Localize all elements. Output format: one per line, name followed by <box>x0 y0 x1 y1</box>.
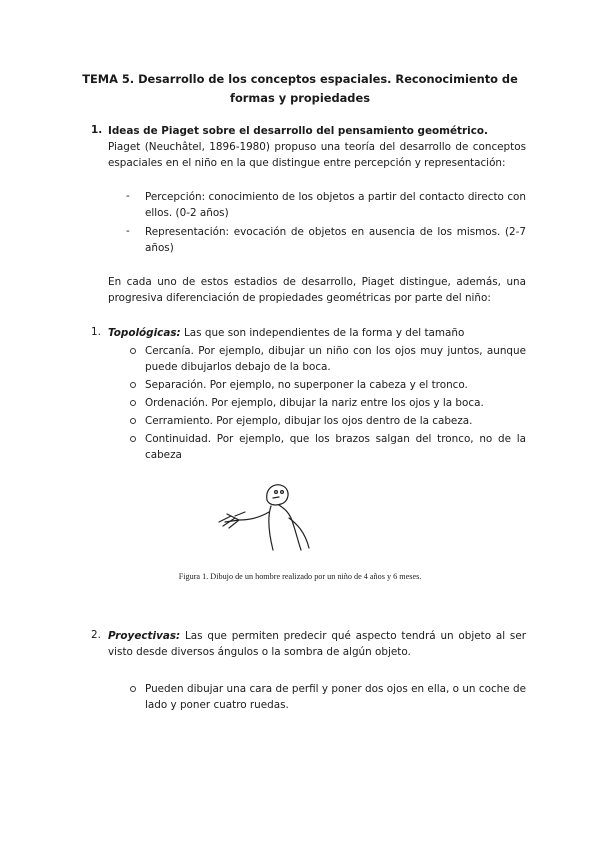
section-number: 1. <box>91 124 103 136</box>
bullet-dash: - <box>126 225 130 237</box>
left-eye <box>275 491 278 494</box>
list-item: Cerramiento. Por ejemplo, dibujar los ojos dentro de la cabeza. <box>145 415 473 427</box>
proyectivas-text: Las que permiten predecir qué aspecto tendrá un objeto al ser visto desde diversos ángulos o la sombra de algún objeto. <box>108 630 526 658</box>
bullet-dash: - <box>126 190 130 202</box>
list-item: Ordenación. Por ejemplo, dibujar la nariz entre los ojos y la boca. <box>145 397 484 409</box>
proyectivas-term: Proyectivas: <box>108 630 181 642</box>
list-number: 2. <box>91 629 101 641</box>
section-heading: Ideas de Piaget sobre el desarrollo del pensamiento geométrico. <box>108 125 488 137</box>
bullet-circle <box>130 686 136 692</box>
bullet-circle <box>130 400 136 406</box>
intro-paragraph: Piaget (Neuchâtel, 1896-1980) propuso una teoría del desarrollo de conceptos espaciales en el niño en la que distingue entre percepción y representación: <box>108 141 526 169</box>
bullet-percepcion: Percepción: conocimiento de los objetos a partir del contacto directo con ellos. (0-2 años) <box>145 191 526 219</box>
list-number: 1. <box>91 326 101 338</box>
bullet-representacion: Representación: evocación de objetos en ausencia de los mismos. (2-7 años) <box>145 226 526 254</box>
stages-paragraph: En cada uno de estos estadios de desarrollo, Piaget distingue, además, una progresiva diferenciación de propiedades geométricas por parte del niño: <box>108 276 526 304</box>
topologicas-term: Topológicas: <box>108 327 181 339</box>
list-item: Cercanía. Por ejemplo, dibujar un niño con los ojos muy juntos, aunque puede dibujarlos debajo de la boca. <box>145 345 526 373</box>
bullet-circle <box>130 382 136 388</box>
child-drawing-figure <box>205 478 385 568</box>
body-left-side <box>269 506 273 550</box>
list-item: Separación. Por ejemplo, no superponer la cabeza y el tronco. <box>145 379 468 391</box>
head-shape <box>267 485 288 505</box>
list-item: Pueden dibujar una cara de perfil y poner dos ojos en ella, o un coche de lado y poner cuatro ruedas. <box>145 683 526 711</box>
right-eye <box>281 491 284 494</box>
proyectivas-paragraph <box>108 628 526 660</box>
mouth <box>273 497 279 498</box>
figure-caption: Figura 1. Dibujo de un hombre realizado por un niño de 4 años y 6 meses. <box>178 572 422 581</box>
topologicas-heading <box>108 325 538 341</box>
list-item: Continuidad. Por ejemplo, que los brazos salgan del tronco, no de la cabeza <box>145 433 526 461</box>
bullet-circle <box>130 436 136 442</box>
bullet-circle <box>130 418 136 424</box>
page-title: TEMA 5. Desarrollo de los conceptos espaciales. Reconocimiento de formas y propiedades <box>82 72 518 105</box>
body-right-side <box>279 505 301 550</box>
bullet-circle <box>130 348 136 354</box>
topologicas-text: Las que son independientes de la forma y del tamaño <box>180 327 465 339</box>
